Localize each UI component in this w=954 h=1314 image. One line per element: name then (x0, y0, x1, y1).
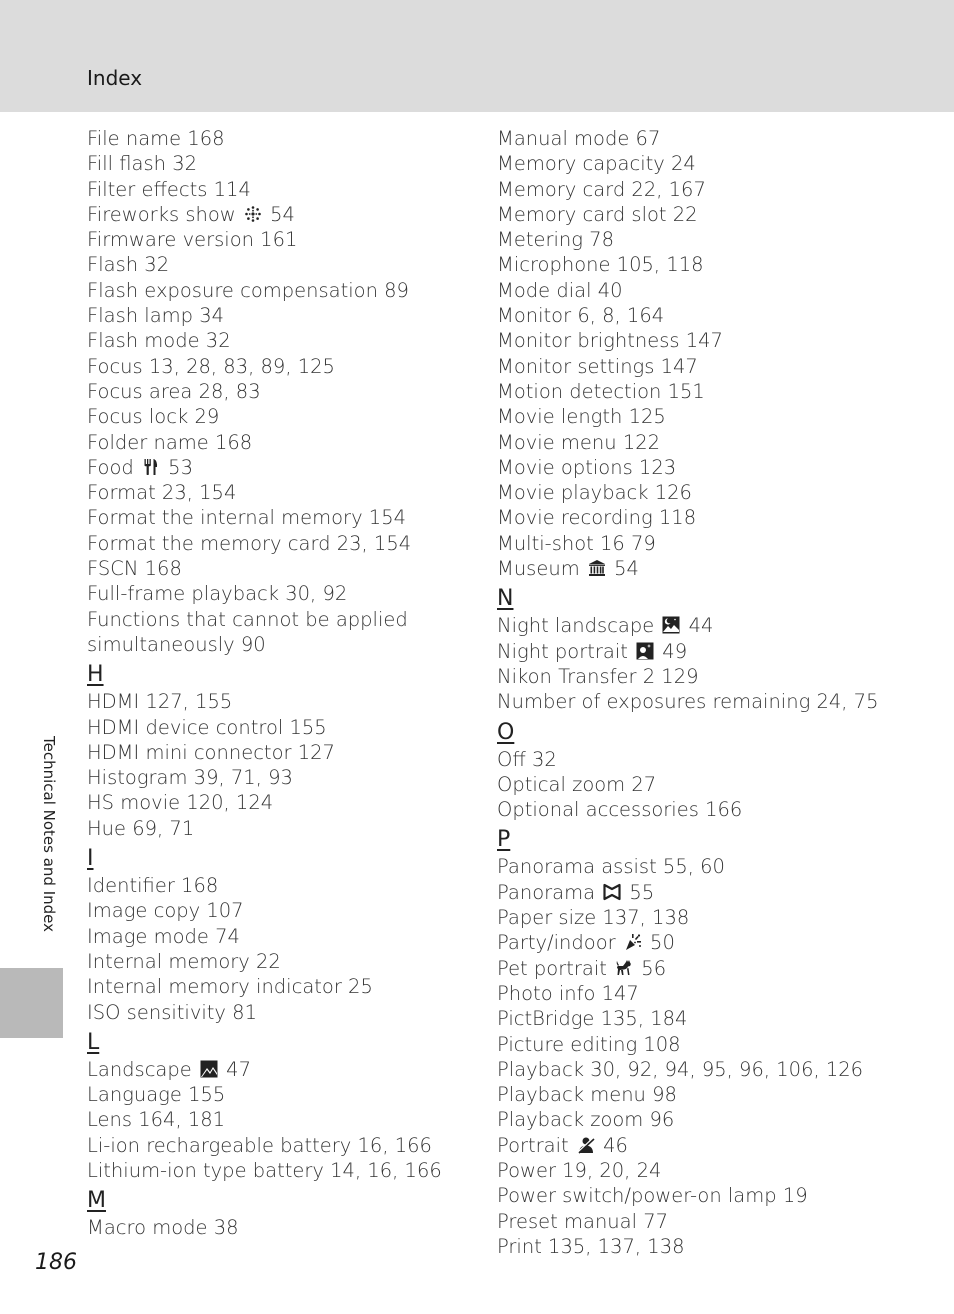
index-entry: Language 155 (87, 1083, 226, 1107)
index-entry: Movie recording 118 (497, 506, 697, 530)
index-entry: Full-frame playback 30, 92 (87, 582, 348, 606)
index-entry: Memory card slot 22 (497, 202, 698, 226)
index-entry: ISO sensitivity 81 (87, 1000, 257, 1024)
index-entry-label: Party/indoor (497, 931, 622, 955)
index-entry: Internal memory 22 (87, 949, 281, 973)
index-entry: Format 23, 154 (87, 481, 237, 505)
index-entry: Focus area 28, 83 (87, 379, 261, 403)
index-entry-label: Portrait (497, 1133, 575, 1157)
index-entry (497, 613, 937, 638)
index-entry: Picture editing 108 (497, 1032, 681, 1056)
index-entry: HDMI device control 155 (87, 715, 327, 739)
page-title: Index (87, 66, 143, 90)
index-entry: Playback 30, 92, 94, 95, 96, 106, 126 (497, 1057, 864, 1081)
index-entry-pages: 54 (607, 557, 639, 581)
index-entry: Image copy 107 (87, 899, 244, 923)
index-column-right (497, 126, 937, 1259)
index-entry: Monitor brightness 147 (497, 329, 723, 353)
index-entry: Flash lamp 34 (87, 304, 225, 328)
index-entry: Histogram 39, 71, 93 (87, 766, 293, 790)
index-entry-pages: 44 (682, 614, 714, 638)
index-entry (87, 1057, 477, 1082)
index-entry-pages: 47 (219, 1057, 251, 1081)
index-entry (497, 1133, 937, 1158)
index-entry: Lens 164, 181 (87, 1108, 226, 1132)
index-entry: Macro mode 38 (87, 1216, 239, 1240)
index-entry-label: Food (87, 455, 140, 479)
museum-icon (588, 559, 606, 577)
index-entry-pages: 53 (161, 455, 193, 479)
index-entry-label: Night portrait (497, 639, 635, 663)
index-entry: Off 32 (497, 747, 557, 771)
index-entry-label: Fireworks show (87, 202, 242, 226)
index-entry: Playback menu 98 (497, 1083, 677, 1107)
index-entry: Movie menu 122 (497, 430, 661, 454)
index-column-left (87, 126, 477, 1241)
index-entry: Focus 13, 28, 83, 89, 125 (87, 354, 335, 378)
index-letter-heading: H (87, 662, 104, 688)
panorama-icon (603, 883, 621, 901)
index-entry: Motion detection 151 (497, 379, 705, 403)
index-entry: Optical zoom 27 (497, 772, 657, 796)
index-entry: Photo info 147 (497, 981, 639, 1005)
index-entry: FSCN 168 (87, 557, 182, 581)
index-letter-heading: P (497, 827, 511, 853)
index-entry: Internal memory indicator 25 (87, 975, 373, 999)
index-entry (497, 930, 937, 955)
index-entry: Number of exposures remaining 24, 75 (497, 690, 879, 714)
index-entry-label: Pet portrait (497, 956, 614, 980)
index-entry: Optional accessories 166 (497, 798, 743, 822)
index-entry: Folder name 168 (87, 430, 253, 454)
index-entry-label: Panorama (497, 880, 602, 904)
index-entry: HS movie 120, 124 (87, 791, 274, 815)
night-portrait-icon (636, 642, 654, 660)
index-entry: Print 135, 137, 138 (497, 1234, 685, 1258)
index-entry-pages: 54 (263, 202, 295, 226)
index-entry-label: Night landscape (497, 614, 661, 638)
night-landscape-icon (662, 616, 680, 634)
index-entry: Memory card 22, 167 (497, 177, 706, 201)
index-entry: Power switch/power-on lamp 19 (497, 1184, 808, 1208)
index-entry (497, 639, 937, 664)
index-letter-heading: M (87, 1188, 106, 1214)
index-entry: Manual mode 67 (497, 127, 661, 150)
section-label: Technical Notes and Index (40, 736, 58, 933)
index-entry-pages: 56 (635, 956, 667, 980)
food-icon (142, 458, 160, 476)
index-entry (87, 202, 477, 227)
index-entry: Preset manual 77 (497, 1209, 669, 1233)
index-entry: Metering 78 (497, 228, 614, 252)
index-entry: Panorama assist 55, 60 (497, 855, 725, 879)
index-entry: simultaneously 90 (87, 632, 266, 656)
index-entry (497, 880, 937, 905)
page-header (0, 0, 954, 112)
index-entry: Microphone 105, 118 (497, 253, 704, 277)
index-entry: Fill flash 32 (87, 152, 198, 176)
index-entry: Memory capacity 24 (497, 152, 696, 176)
index-entry (497, 556, 937, 581)
index-entry: Movie options 123 (497, 455, 677, 479)
index-entry: PictBridge 135, 184 (497, 1007, 688, 1031)
index-entry-pages: 55 (623, 880, 655, 904)
index-entry: Lithium-ion type battery 14, 16, 166 (87, 1158, 442, 1182)
index-letter-heading: N (497, 586, 514, 612)
index-entry: Monitor settings 147 (497, 354, 698, 378)
index-entry: Format the memory card 23, 154 (87, 531, 412, 555)
index-entry: HDMI mini connector 127 (87, 740, 335, 764)
index-entry: File name 168 (87, 127, 225, 150)
index-entry: Li-ion rechargeable battery 16, 166 (87, 1133, 432, 1157)
index-entry-pages: 49 (656, 639, 688, 663)
index-entry: Power 19, 20, 24 (497, 1158, 662, 1182)
index-entry: HDMI 127, 155 (87, 690, 233, 714)
portrait-icon (577, 1136, 595, 1154)
landscape-icon (200, 1060, 218, 1078)
index-entry: Nikon Transfer 2 129 (497, 664, 699, 688)
index-entry: Flash 32 (87, 253, 170, 277)
index-entry-pages: 50 (643, 931, 675, 955)
fireworks-icon (244, 205, 262, 223)
index-entry: Hue 69, 71 (87, 816, 195, 840)
section-tab (0, 968, 63, 1038)
index-entry: Flash mode 32 (87, 329, 231, 353)
index-entry: Paper size 137, 138 (497, 906, 690, 930)
index-entry: Playback zoom 96 (497, 1108, 675, 1132)
index-entry: Filter effects 114 (87, 177, 251, 201)
index-entry: Focus lock 29 (87, 405, 220, 429)
index-entry: Mode dial 40 (497, 278, 623, 302)
index-entry (87, 455, 477, 480)
index-entry: Movie length 125 (497, 405, 666, 429)
index-entry: Format the internal memory 154 (87, 506, 407, 530)
pet-icon (615, 959, 633, 977)
index-entry: Image mode 74 (87, 924, 240, 948)
index-entry: Flash exposure compensation 89 (87, 278, 409, 302)
index-letter-heading: I (87, 846, 94, 872)
index-entry-pages: 46 (596, 1133, 628, 1157)
index-entry: Monitor 6, 8, 164 (497, 304, 665, 328)
index-entry: Movie playback 126 (497, 481, 692, 505)
page-number: 186 (35, 1250, 77, 1275)
index-entry-label: Museum (497, 557, 586, 581)
index-entry (497, 956, 937, 981)
index-entry-label: Landscape (87, 1057, 198, 1081)
index-entry: Multi-shot 16 79 (497, 531, 656, 555)
index-entry: Firmware version 161 (87, 228, 298, 252)
party-icon (624, 933, 642, 951)
index-letter-heading: O (497, 719, 515, 745)
index-entry: Functions that cannot be applied (87, 607, 408, 631)
index-entry: Identifier 168 (87, 874, 219, 898)
index-letter-heading: L (87, 1029, 100, 1055)
